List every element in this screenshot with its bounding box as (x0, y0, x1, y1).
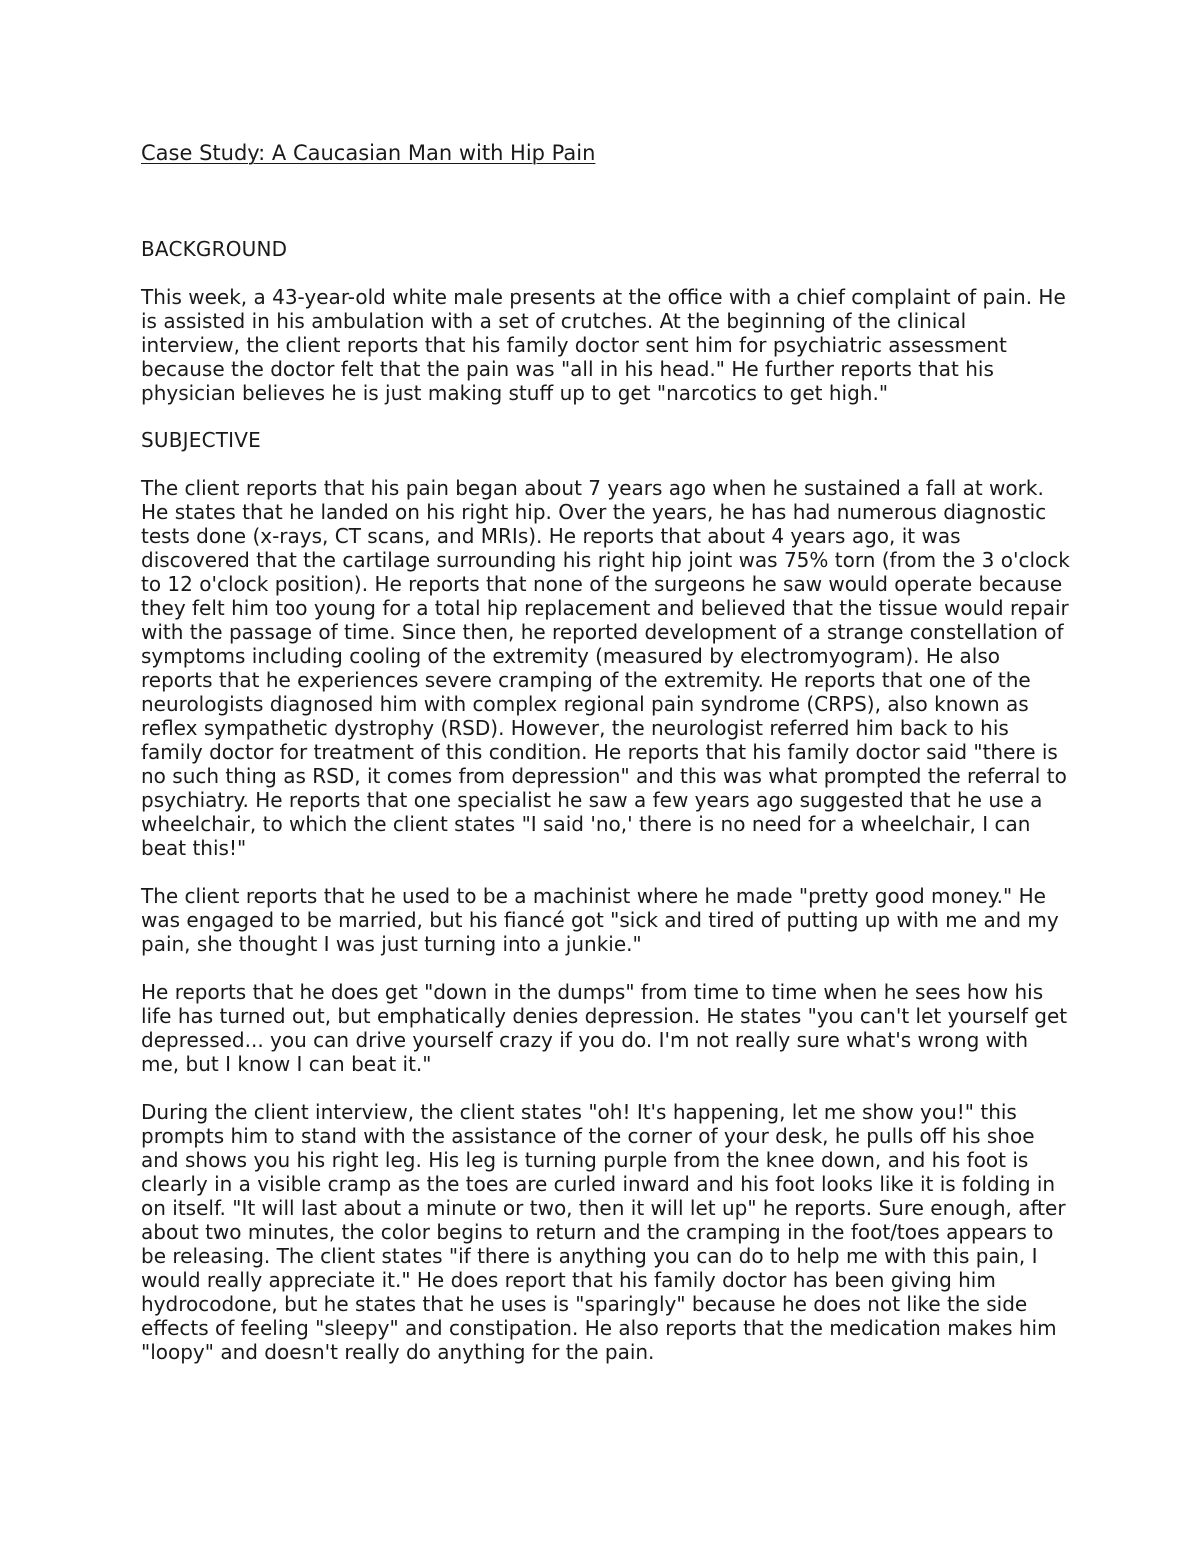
subjective-paragraph-history: The client reports that his pain began about 7 years ago when he sustained a fall at work. He states that he landed on his right hip. Over the years, he has had numerous diagnostic tests done (x-rays, CT scans, and MRIs). He reports that about 4 years ago, it was discovered that the cartilage surrounding his right hip joint was 75% torn (from the 3 o'clock to 12 o'clock position). He reports that none of the surgeons he saw would operate because they felt him too young for a total hip replacement and believed that the tissue would repair with the passage of time. Since then, he reported development of a strange constellation of symptoms including cooling of the extremity (measured by electromyogram). He also reports that he experiences severe cramping of the extremity. He reports that one of the neurologists diagnosed him with complex regional pain syndrome (CRPS), also known as reflex sympathetic dystrophy (RSD). However, the neurologist referred him back to his family doctor for treatment of this condition. He reports that his family doctor said "there is no such thing as RSD, it comes from depression" and this was what prompted the referral to psychiatry. He reports that one specialist he saw a few years ago suggested that he use a wheelchair, to which the client states "I said 'no,' there is no need for a wheelchair, I can beat this!" (141, 476, 1070, 860)
background-paragraph: This week, a 43-year-old white male presents at the office with a chief complaint of pain. He is assisted in his ambulation with a set of crutches. At the beginning of the clinical interview, the client reports that his family doctor sent him for psychiatric assessment because the doctor felt that the pain was "all in his head." He further reports that his physician believes he is just making stuff up to get "narcotics to get high." (141, 285, 1066, 405)
subjective-paragraph-social: The client reports that he used to be a machinist where he made "pretty good money." He was engaged to be married, but his fiancé got "sick and tired of putting up with me and my pain, she thought I was just turning into a junkie." (141, 884, 1059, 956)
subjective-paragraph-episode: During the client interview, the client states "oh! It's happening, let me show you!" this prompts him to stand with the assistance of the corner of your desk, he pulls off his shoe and shows you his right leg. His leg is turning purple from the knee down, and his foot is clearly in a visible cramp as the toes are curled inward and his foot looks like it is folding in on itself. "It will last about a minute or two, then it will let up" he reports. Sure enough, after about two minutes, the color begins to return and the cramping in the foot/toes appears to be releasing. The client states "if there is anything you can do to help me with this pain, I would really appreciate it." He does report that his family doctor has been giving him hydrocodone, but he states that he uses is "sparingly" because he does not like the side effects of feeling "sleepy" and constipation. He also reports that the medication makes him "loopy" and doesn't really do anything for the pain. (141, 1100, 1066, 1364)
document-title: Case Study: A Caucasian Man with Hip Pain (141, 141, 596, 165)
section-heading-background: BACKGROUND (141, 237, 288, 261)
section-heading-subjective: SUBJECTIVE (141, 428, 261, 452)
document-body (141, 140, 1071, 1364)
subjective-paragraph-mood: He reports that he does get "down in the dumps" from time to time when he sees how his life has turned out, but emphatically denies depression. He states "you can't let yourself get depressed... you can drive yourself crazy if you do. I'm not really sure what's wrong with me, but I know I can beat it." (141, 980, 1068, 1076)
